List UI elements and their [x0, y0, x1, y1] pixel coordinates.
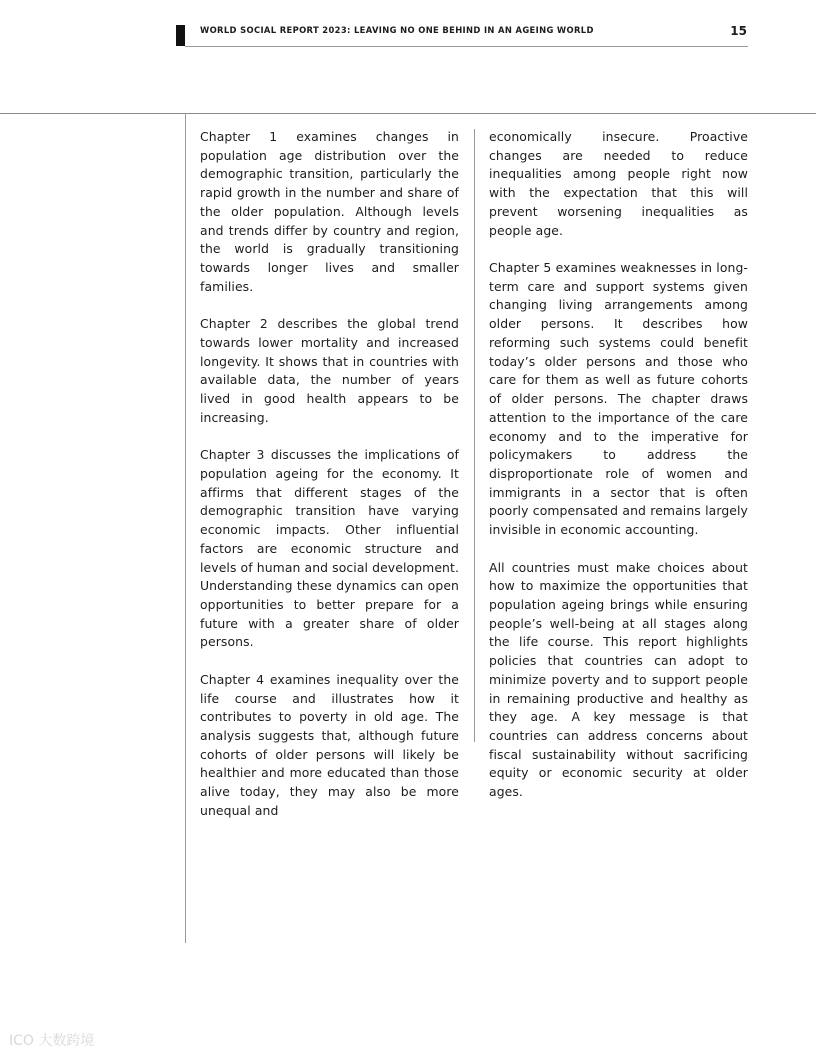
paragraph-chapter-4: Chapter 4 examines inequality over the life course and illustrates how it contributes to poverty in old age. The analysis suggests that, although future cohorts of older persons will likely be healthier and more educated than those alive today, they may also be more unequal and: [200, 671, 459, 818]
paragraph-chapter-3: Chapter 3 discusses the implications of population ageing for the economy. It affirms that different stages of the demographic transition have varying economic impacts. Other influential factors are economic structure and levels of human and social development. Understanding these dynamics can open opportunities to better prepare for a future with a greater share of older persons.: [200, 447, 459, 650]
section-divider: [0, 113, 816, 114]
page-number: 15: [730, 24, 747, 38]
column-divider: [474, 129, 475, 742]
paragraph-chapter-1: Chapter 1 examines changes in population age distribution over the demographic transition, particularly the rapid growth in the number and share of the older population. Although levels and trends differ by country and region, the world is gradually transitioning towards longer lives and smaller families.: [200, 129, 459, 294]
running-header-title: WORLD SOCIAL REPORT 2023: LEAVING NO ONE BEHIND IN AN AGEING WORLD: [200, 25, 594, 35]
paragraph-chapter-2: Chapter 2 describes the global trend towards lower mortality and increased longevity. It shows that in countries with available data, the number of years lived in good health appears to be increasing.: [200, 316, 459, 425]
paragraph-policy-choices: All countries must make choices about how to maximize the opportunities that population ageing brings while ensuring people’s well-being at all stages along the life course. This report highlights policies that countries can adopt to minimize poverty and to support people in remaining productive and healthy as they age. A key message is that countries can address concerns about fiscal sustainability without sacrificing equity or economic security at older ages.: [489, 559, 748, 800]
right-text-column: [489, 128, 748, 802]
watermark: ICO 大数跨境: [9, 1033, 95, 1049]
margin-rule: [185, 113, 186, 943]
header-divider: [185, 46, 748, 47]
paragraph-chapter-4-continued: economically insecure. Proactive changes are needed to reduce inequalities among people right now with the expectation that this will prevent worsening inequalities as people age.: [489, 129, 748, 238]
header-marker: [176, 25, 185, 46]
paragraph-chapter-5: Chapter 5 examines weaknesses in long-term care and support systems given changing living arrangements among older persons. It describes how reforming such systems could benefit today’s older persons and those who care for them as well as future cohorts of older persons. The chapter draws attention to the importance of the care economy and to the imperative for policymakers to address the disproportionate role of women and immigrants in a sector that is often poorly compensated and remains largely invisible in economic accounting.: [489, 260, 748, 538]
left-text-column: [200, 128, 459, 821]
